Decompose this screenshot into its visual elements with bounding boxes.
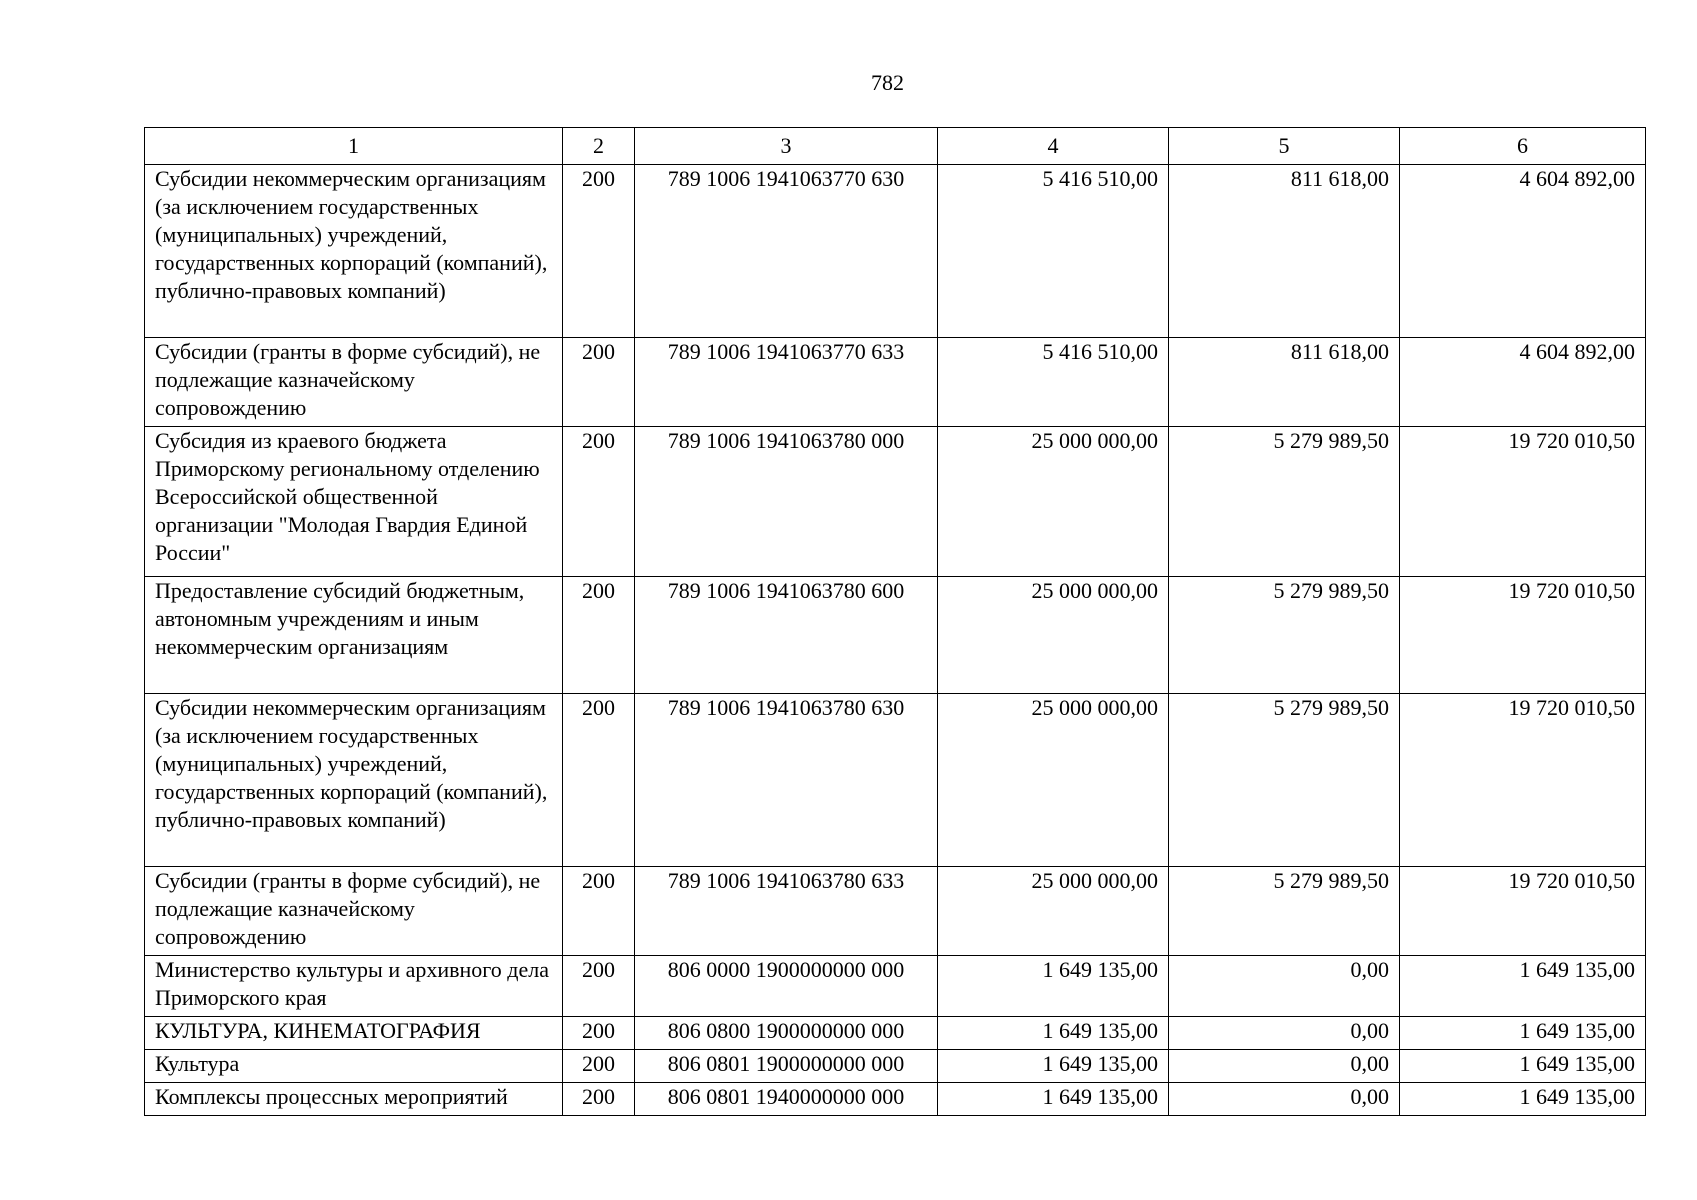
row-remainder: 19 720 010,50 (1400, 427, 1646, 577)
row-executed: 5 279 989,50 (1169, 427, 1400, 577)
row-budget-code: 806 0801 1900000000 000 (635, 1050, 938, 1083)
row-name: Культура (145, 1050, 563, 1083)
row-admin-code: 200 (563, 577, 635, 694)
row-plan: 1 649 135,00 (938, 956, 1169, 1017)
table-header (145, 128, 1646, 165)
table-row (145, 338, 1646, 427)
row-plan: 1 649 135,00 (938, 1017, 1169, 1050)
row-admin-code: 200 (563, 1017, 635, 1050)
table-row (145, 427, 1646, 577)
page-number: 782 (871, 70, 904, 95)
row-name: Комплексы процессных мероприятий (145, 1083, 563, 1116)
row-name: Предоставление субсидий бюджетным, автономным учреждениям и иным некоммерческим организациям (145, 577, 563, 694)
row-plan: 25 000 000,00 (938, 694, 1169, 867)
header-col-5: 5 (1169, 128, 1400, 165)
row-admin-code: 200 (563, 338, 635, 427)
row-remainder: 4 604 892,00 (1400, 338, 1646, 427)
row-admin-code: 200 (563, 956, 635, 1017)
table-body (145, 165, 1646, 1116)
row-remainder: 1 649 135,00 (1400, 1050, 1646, 1083)
row-executed: 0,00 (1169, 1017, 1400, 1050)
row-admin-code: 200 (563, 867, 635, 956)
header-col-6: 6 (1400, 128, 1646, 165)
row-name: Субсидии (гранты в форме субсидий), не подлежащие казначейскому сопровождению (145, 338, 563, 427)
table-row (145, 694, 1646, 867)
row-remainder: 19 720 010,50 (1400, 577, 1646, 694)
row-executed: 811 618,00 (1169, 165, 1400, 338)
row-remainder: 1 649 135,00 (1400, 1083, 1646, 1116)
row-name: КУЛЬТУРА, КИНЕМАТОГРАФИЯ (145, 1017, 563, 1050)
row-budget-code: 789 1006 1941063780 630 (635, 694, 938, 867)
row-remainder: 19 720 010,50 (1400, 867, 1646, 956)
row-executed: 0,00 (1169, 956, 1400, 1017)
row-name: Министерство культуры и архивного дела Приморского края (145, 956, 563, 1017)
budget-table (144, 127, 1646, 1116)
row-budget-code: 789 1006 1941063770 633 (635, 338, 938, 427)
row-executed: 811 618,00 (1169, 338, 1400, 427)
header-row (145, 128, 1646, 165)
row-admin-code: 200 (563, 1050, 635, 1083)
row-remainder: 1 649 135,00 (1400, 1017, 1646, 1050)
row-name: Субсидии некоммерческим организациям (за исключением государственных (муниципальных) учреждений, государственных корпораций (компаний), публично-правовых компаний) (145, 165, 563, 338)
row-budget-code: 789 1006 1941063770 630 (635, 165, 938, 338)
table-row (145, 956, 1646, 1017)
row-executed: 0,00 (1169, 1083, 1400, 1116)
row-remainder: 19 720 010,50 (1400, 694, 1646, 867)
row-name: Субсидии (гранты в форме субсидий), не подлежащие казначейскому сопровождению (145, 867, 563, 956)
row-admin-code: 200 (563, 165, 635, 338)
row-plan: 1 649 135,00 (938, 1050, 1169, 1083)
row-budget-code: 806 0800 1900000000 000 (635, 1017, 938, 1050)
row-plan: 5 416 510,00 (938, 338, 1169, 427)
row-plan: 25 000 000,00 (938, 867, 1169, 956)
table-row (145, 165, 1646, 338)
table-row (145, 867, 1646, 956)
row-budget-code: 789 1006 1941063780 000 (635, 427, 938, 577)
header-col-4: 4 (938, 128, 1169, 165)
row-name: Субсидии некоммерческим организациям (за исключением государственных (муниципальных) учреждений, государственных корпораций (компаний), публично-правовых компаний) (145, 694, 563, 867)
row-admin-code: 200 (563, 1083, 635, 1116)
header-col-3: 3 (635, 128, 938, 165)
table-row (145, 1083, 1646, 1116)
table-row (145, 577, 1646, 694)
row-budget-code: 789 1006 1941063780 600 (635, 577, 938, 694)
row-budget-code: 806 0000 1900000000 000 (635, 956, 938, 1017)
table-row (145, 1050, 1646, 1083)
row-executed: 0,00 (1169, 1050, 1400, 1083)
row-remainder: 4 604 892,00 (1400, 165, 1646, 338)
row-admin-code: 200 (563, 427, 635, 577)
row-plan: 1 649 135,00 (938, 1083, 1169, 1116)
row-plan: 25 000 000,00 (938, 427, 1169, 577)
header-col-1: 1 (145, 128, 563, 165)
row-executed: 5 279 989,50 (1169, 867, 1400, 956)
row-admin-code: 200 (563, 694, 635, 867)
row-budget-code: 789 1006 1941063780 633 (635, 867, 938, 956)
row-plan: 25 000 000,00 (938, 577, 1169, 694)
row-name: Субсидия из краевого бюджета Приморскому региональному отделению Всероссийской общественной организации "Молодая Гвардия Единой России" (145, 427, 563, 577)
row-executed: 5 279 989,50 (1169, 694, 1400, 867)
header-col-2: 2 (563, 128, 635, 165)
row-plan: 5 416 510,00 (938, 165, 1169, 338)
row-budget-code: 806 0801 1940000000 000 (635, 1083, 938, 1116)
row-remainder: 1 649 135,00 (1400, 956, 1646, 1017)
table-row (145, 1017, 1646, 1050)
row-executed: 5 279 989,50 (1169, 577, 1400, 694)
